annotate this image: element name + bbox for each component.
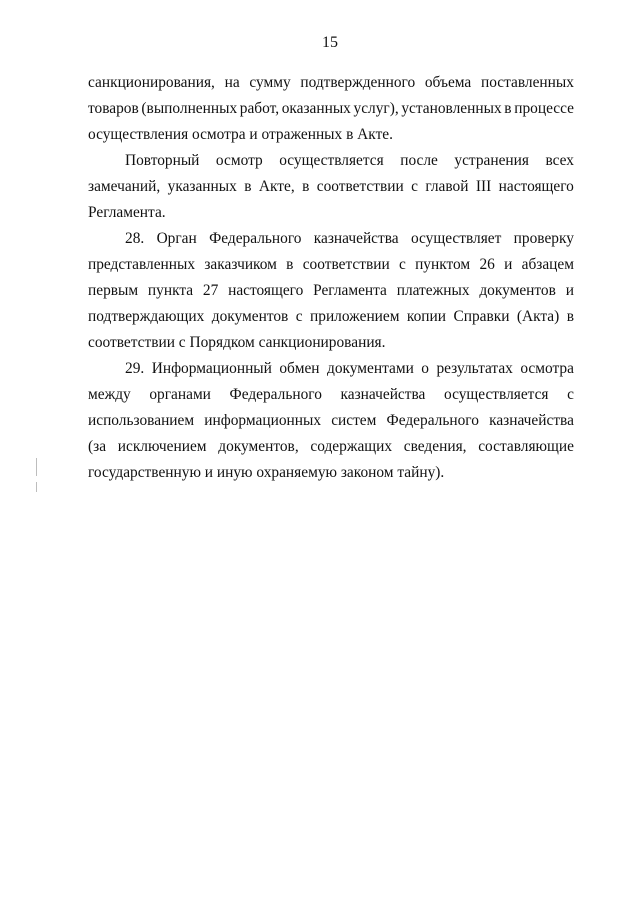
word: документов, [218, 438, 299, 455]
text-line [88, 410, 574, 432]
word: органами [149, 386, 211, 403]
word: Регламента [313, 282, 387, 299]
word: пункта [147, 282, 194, 299]
word: осуществляется [279, 152, 384, 169]
word: систем [331, 412, 377, 429]
word: копии [406, 308, 447, 325]
word: объема [424, 74, 472, 91]
word: составляющие [478, 438, 574, 455]
word: устранения [454, 152, 529, 169]
word: подтверждающих [88, 308, 205, 325]
word: Повторный [125, 152, 200, 169]
word: в [566, 308, 574, 325]
word: процессе [514, 100, 574, 117]
word: оказанных [281, 100, 351, 117]
word: содержащих [310, 438, 393, 455]
word: с [567, 386, 574, 403]
scan-artifact [36, 482, 37, 492]
word: между [88, 386, 131, 403]
text-line [88, 306, 574, 328]
word: подтвержденного [300, 74, 416, 91]
word: 28. [125, 230, 145, 247]
word: установленных [401, 100, 502, 117]
word: (за [88, 438, 107, 455]
text-line: осуществления осмотра и отраженных в Акте. [88, 126, 393, 143]
word: сумму [249, 74, 291, 91]
word: осмотра [520, 360, 574, 377]
word: осуществляет [410, 230, 502, 247]
word: (Акта) [516, 308, 560, 325]
word: всех [545, 152, 574, 169]
word: исключением [117, 438, 207, 455]
word: в [302, 178, 310, 195]
paragraph-start-line [125, 150, 574, 172]
word: на [224, 74, 240, 91]
word: абзацем [521, 256, 574, 273]
word: казначейства [340, 386, 426, 403]
word: в [244, 178, 252, 195]
word: Федерального [209, 230, 302, 247]
word: с [295, 308, 303, 325]
text-line [88, 176, 574, 198]
word: санкционирования, [88, 74, 215, 91]
word: настоящего [228, 282, 304, 299]
word: результатах [436, 360, 513, 377]
word: сведения, [403, 438, 467, 455]
word: работ, [239, 100, 280, 117]
paragraph-start-line [125, 228, 574, 250]
word: осмотр [215, 152, 263, 169]
word: Федерального [229, 386, 322, 403]
word: Справки [453, 308, 510, 325]
word: Информационный [151, 360, 272, 377]
scan-artifact [36, 458, 37, 476]
word: Орган [156, 230, 197, 247]
word: пунктом [415, 256, 471, 273]
word: приложением [310, 308, 400, 325]
word: казначейства [489, 412, 574, 429]
word: платежных [396, 282, 470, 299]
word: соответствии [316, 178, 404, 195]
word: III [475, 178, 492, 195]
text-line [88, 280, 574, 302]
word: казначейства [313, 230, 399, 247]
text-line: соответствии с Порядком санкционирования. [88, 334, 386, 351]
word: о [421, 360, 429, 377]
word: в [286, 256, 294, 273]
word: настоящего [498, 178, 574, 195]
word: документов [479, 282, 556, 299]
word: соответствии [302, 256, 390, 273]
word: Федерального [386, 412, 479, 429]
word: (выполненных [141, 100, 238, 117]
word: в [504, 100, 512, 117]
text-line [88, 72, 574, 94]
word: 27 [202, 282, 219, 299]
word: информационных [204, 412, 322, 429]
text-line [88, 436, 574, 458]
word: и [504, 256, 513, 273]
word: после [400, 152, 438, 169]
word: 29. [125, 360, 145, 377]
word: и [565, 282, 574, 299]
word: заказчиком [204, 256, 277, 273]
word: первым [88, 282, 139, 299]
text-line: государственную и иную охраняемую законом тайну). [88, 464, 445, 481]
text-line [88, 98, 574, 120]
word: с [411, 178, 418, 195]
word: 26 [479, 256, 495, 273]
word: Акте, [258, 178, 295, 195]
word: поставленных [480, 74, 574, 91]
word: документов [211, 308, 289, 325]
word: документами [327, 360, 414, 377]
word: товаров [88, 100, 139, 117]
page-number: 15 [322, 34, 338, 51]
word: проверку [513, 230, 574, 247]
word: представленных [88, 256, 196, 273]
paragraph-start-line [125, 358, 574, 380]
word: замечаний, [88, 178, 161, 195]
text-line [88, 384, 574, 406]
word: услуг), [353, 100, 399, 117]
text-line: Регламента. [88, 204, 166, 221]
word: указанных [167, 178, 237, 195]
word: обмен [279, 360, 320, 377]
word: главой [425, 178, 469, 195]
word: использованием [88, 412, 195, 429]
word: осуществляется [444, 386, 549, 403]
text-line [88, 254, 574, 276]
word: с [398, 256, 406, 273]
